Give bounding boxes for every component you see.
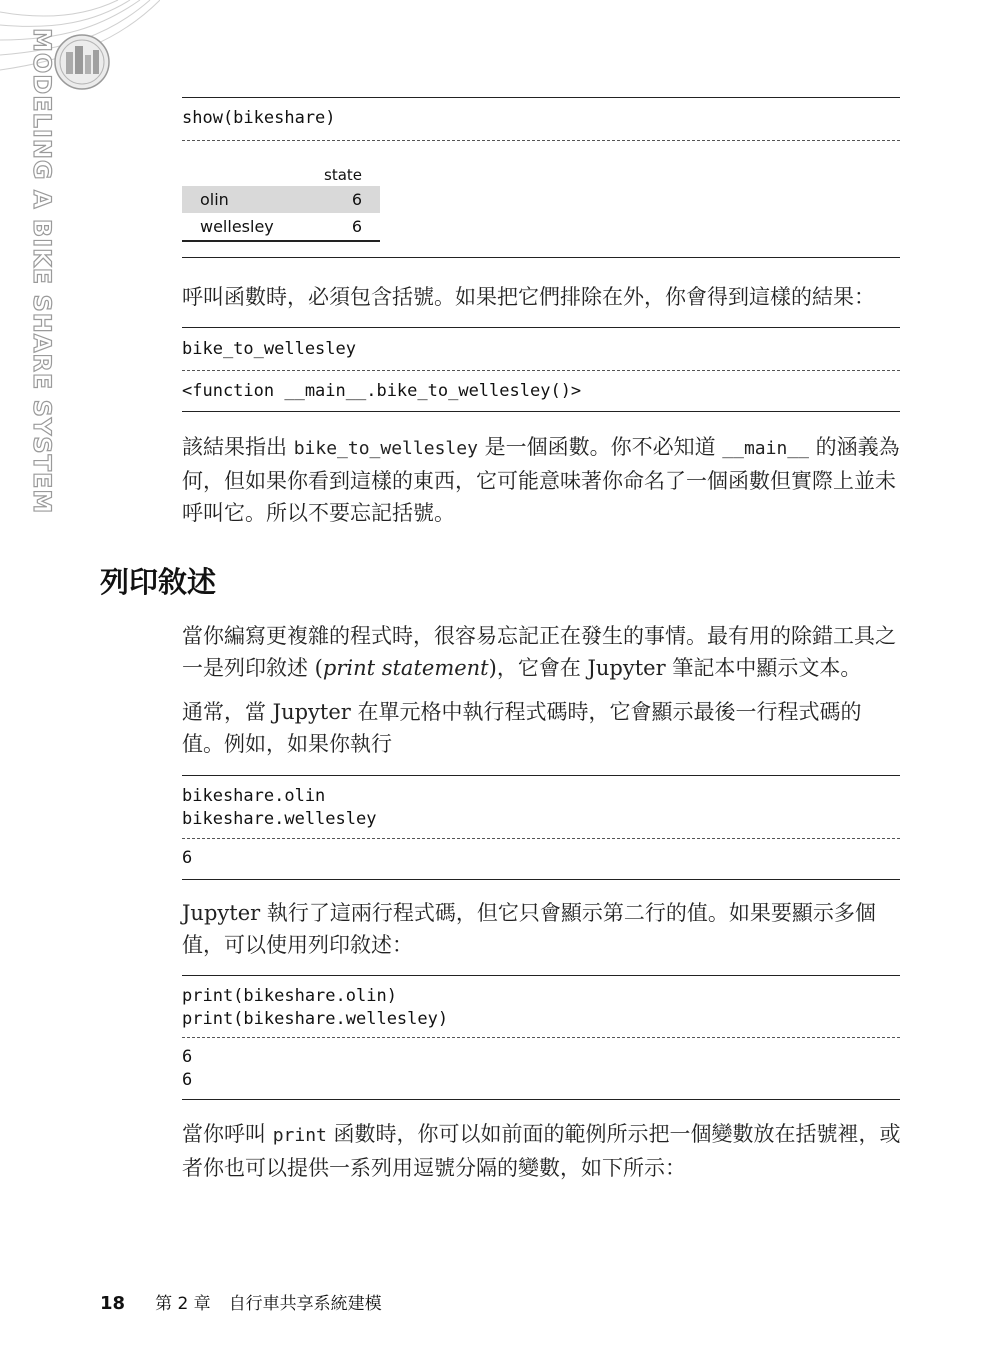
code-output-divider: [182, 140, 900, 141]
text-run: )，它會在 Jupyter 筆記本中顯示文本。: [488, 656, 862, 680]
code-output-divider: [182, 370, 900, 371]
code-bike-to-wellesley: bike_to_wellesley: [182, 339, 356, 359]
code-block-top-rule: [182, 327, 900, 328]
row-label: wellesley: [200, 217, 274, 236]
code-output-function-repr: <function __main__.bike_to_wellesley()>: [182, 381, 582, 401]
code-output: 6: [182, 1070, 193, 1090]
table-row: [182, 213, 380, 240]
paragraph-last-line-value: 通常，當 Jupyter 在單元格中執行程式碼時，它會顯示最後一行程式碼的值。例如，如果你執行: [182, 700, 862, 756]
table-row: [182, 186, 380, 213]
corner-decoration: [0, 0, 160, 200]
code-block-bottom-rule: [182, 1099, 900, 1100]
term-english: print statement: [322, 656, 489, 680]
state-output-table: [182, 162, 380, 242]
code-output: 6: [182, 1047, 193, 1067]
text-run: 是一個函數。你不必知道: [477, 435, 723, 459]
code-line: print(bikeshare.olin): [182, 986, 397, 1006]
text-run: 的涵義為何，但如果你看到這樣的東西，它可能意味著你命名了一個函數但實際上並未呼叫它。所以不要忘記括號。: [182, 435, 900, 525]
row-label: olin: [200, 190, 229, 209]
code-output: 6: [182, 848, 193, 868]
table-bottom-rule: [182, 240, 380, 242]
text-run: 函數時，你可以如前面的範例所示把一個變數放在括號裡，或者你也可以提供一系列用逗號分隔的變數，如下所示：: [182, 1122, 901, 1180]
text-run: (: [308, 656, 323, 680]
code-block-top-rule: [182, 975, 900, 976]
term-highlight: 列印敘述: [224, 656, 308, 680]
inline-code: print: [272, 1125, 327, 1146]
code-block-bottom-rule: [182, 879, 900, 880]
code-output-divider: [182, 838, 900, 839]
paragraph-print-multiple: Jupyter 執行了這兩行程式碼，但它只會顯示第二行的值。如果要顯示多個值，可以使用列印敘述：: [182, 901, 876, 957]
inline-code: bike_to_wellesley: [293, 438, 478, 459]
table-header: [182, 162, 380, 186]
code-show-bikeshare: show(bikeshare): [182, 108, 336, 128]
code-block-bottom-rule: [182, 411, 900, 412]
paragraph-call-parentheses: 呼叫函數時，必須包含括號。如果把它們排除在外，你會得到這樣的結果：: [182, 285, 875, 309]
paragraph-function-explanation: [182, 431, 902, 529]
code-line: print(bikeshare.wellesley): [182, 1009, 449, 1029]
paragraph-print-arguments: [182, 1118, 902, 1184]
side-running-title: MODELING A BIKE SHARE SYSTEM: [28, 28, 56, 515]
page-footer: [100, 1289, 382, 1314]
text-run: 當你編寫更複雜的程式時，很容易忘記正在發生的事情。最有用的除錯工具之一是: [182, 624, 896, 680]
chapter-title: 自行車共享系統建模: [228, 1294, 382, 1314]
code-block-bottom-rule: [182, 257, 900, 258]
code-output-divider: [182, 1037, 900, 1038]
page-number: 18: [100, 1293, 126, 1314]
code-line: bikeshare.wellesley: [182, 809, 377, 829]
text-run: 該結果指出: [182, 435, 294, 459]
bike-share-emblem-icon: [55, 35, 109, 89]
inline-code: __main__: [722, 438, 809, 459]
paragraph-print-statement-intro: [182, 620, 902, 684]
code-line: bikeshare.olin: [182, 786, 326, 806]
section-heading: 列印敘述: [100, 565, 217, 599]
text-run: 當你呼叫: [182, 1122, 273, 1146]
code-block-top-rule: [182, 97, 900, 98]
row-value: 6: [351, 217, 362, 236]
column-header-state: state: [324, 166, 362, 184]
chapter-label: 第 2 章: [155, 1294, 211, 1314]
code-block-top-rule: [182, 775, 900, 776]
row-value: 6: [351, 190, 362, 209]
